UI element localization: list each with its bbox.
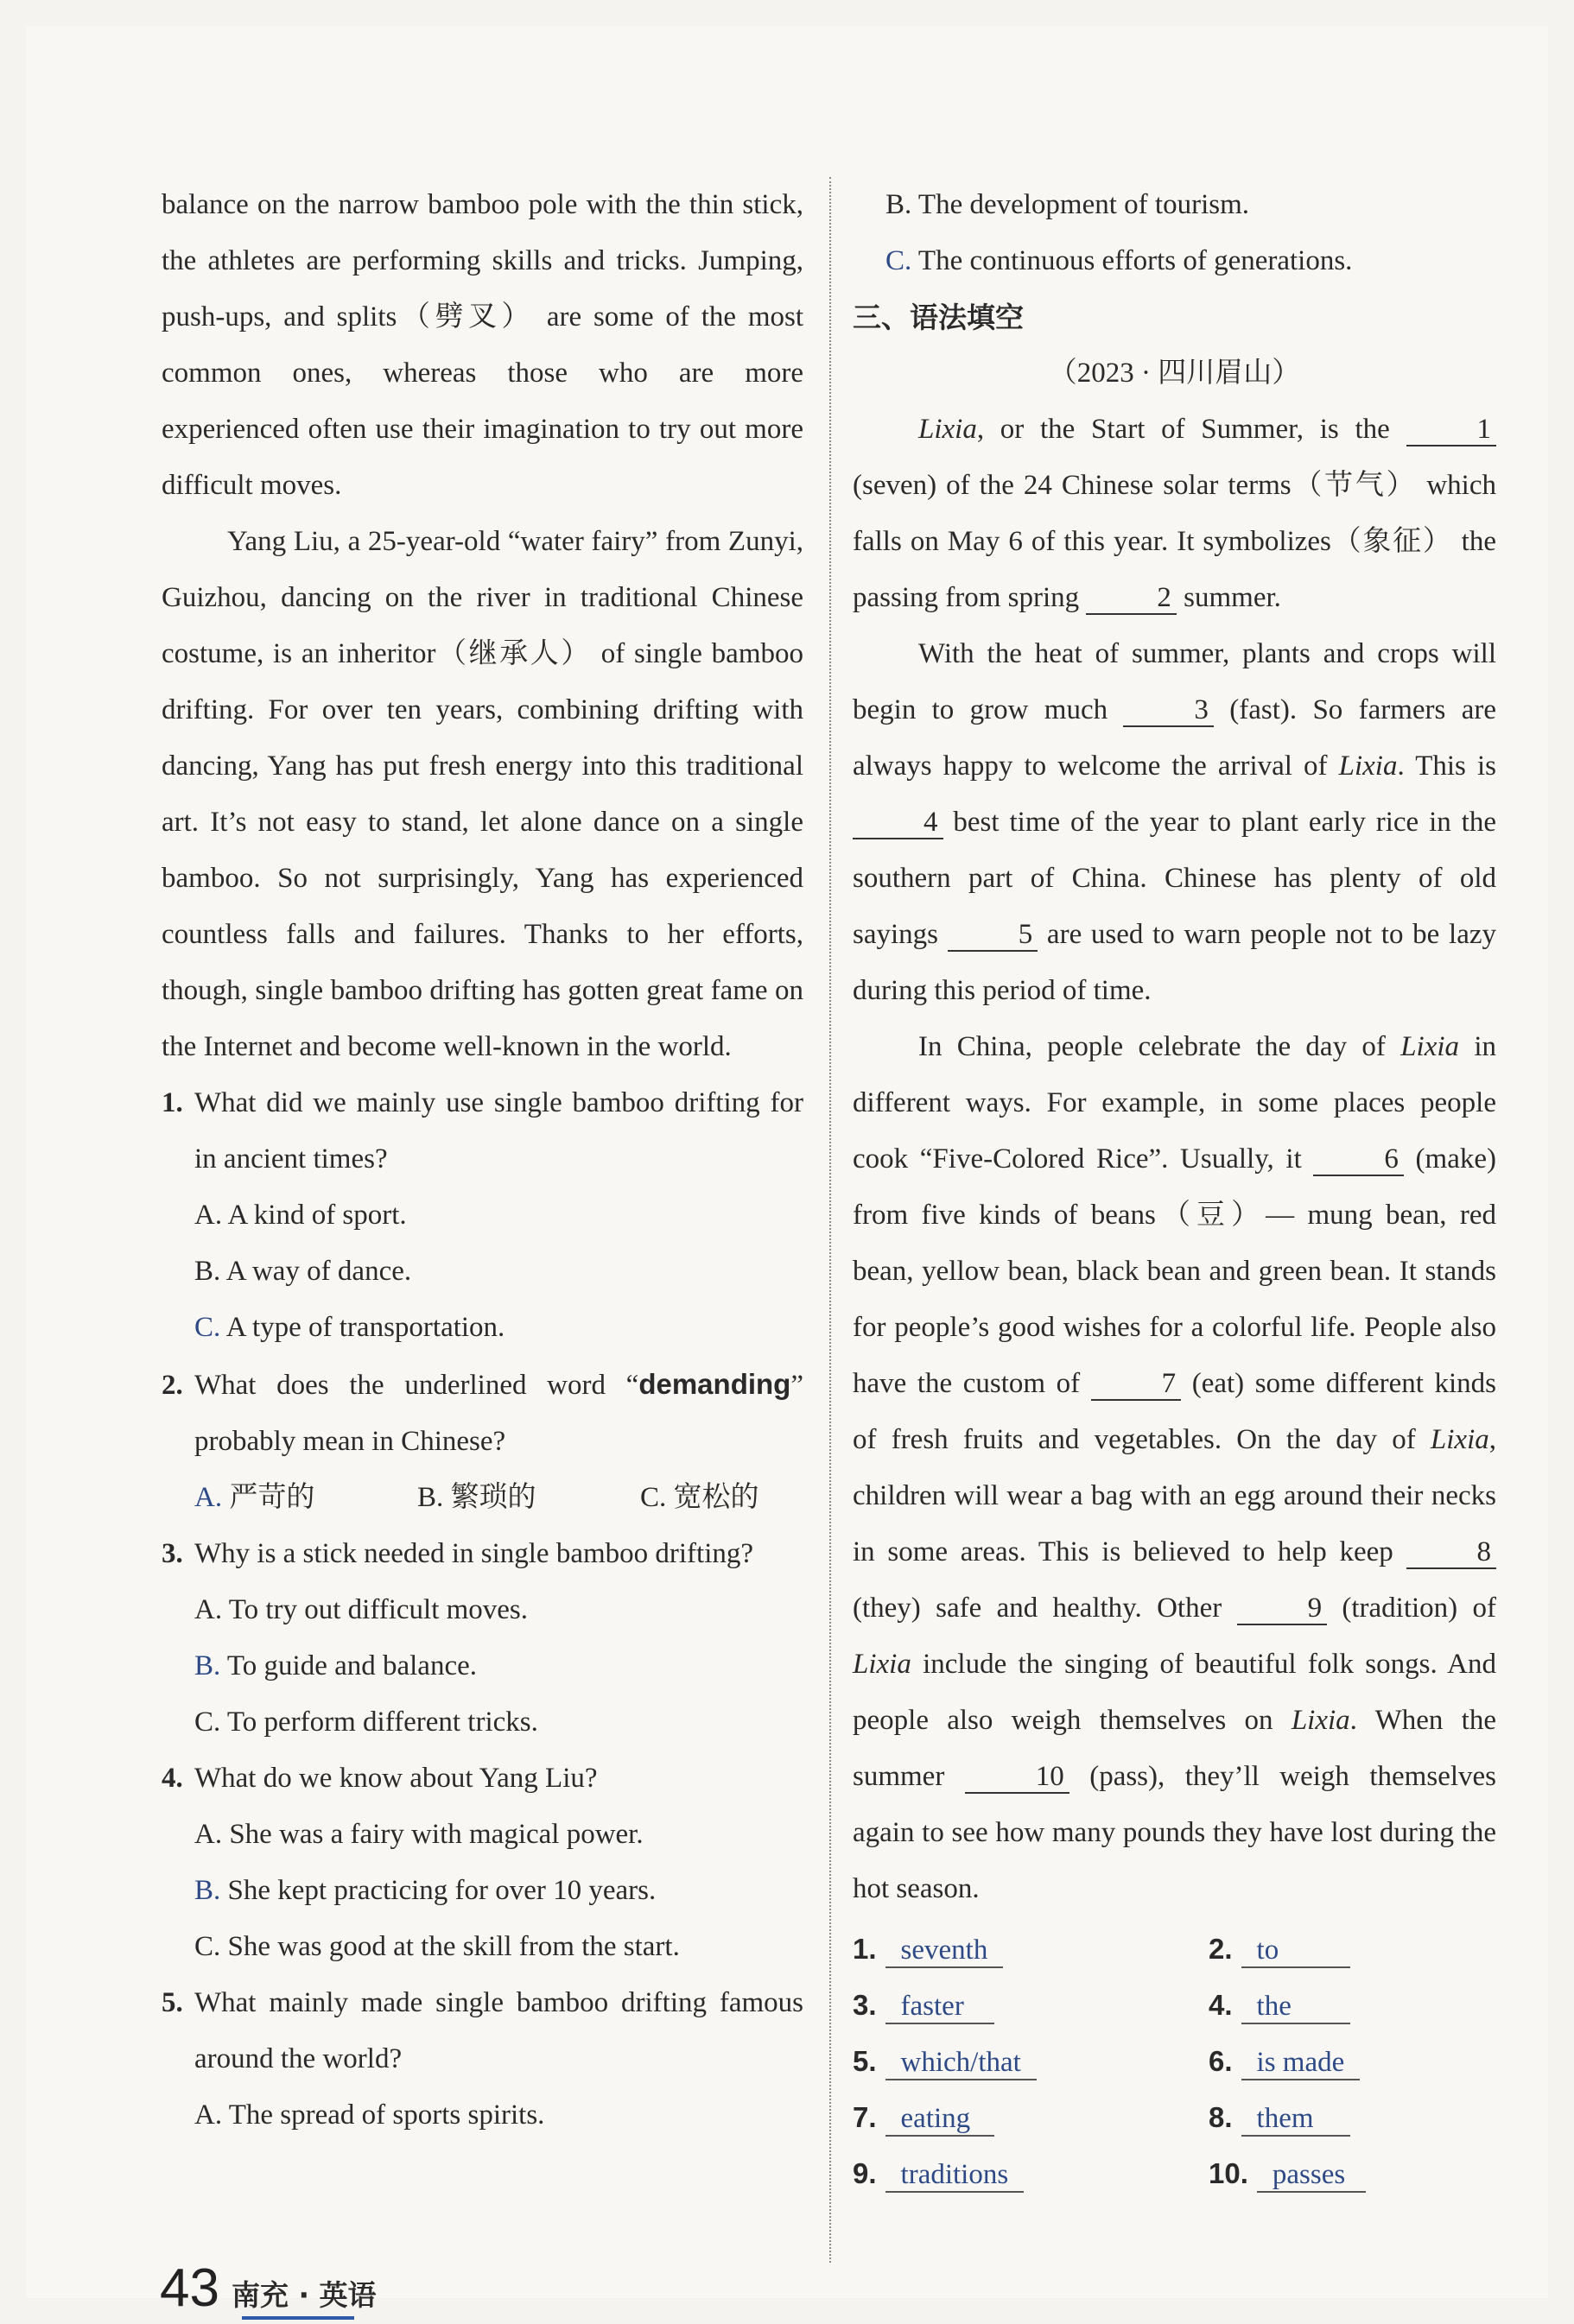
left-column bbox=[162, 177, 803, 2144]
answer-value: seventh bbox=[885, 1934, 1004, 1968]
answer-number: 5. bbox=[853, 2045, 877, 2077]
answer-number: 7. bbox=[853, 2101, 877, 2133]
blank-6: 6 bbox=[1313, 1143, 1404, 1176]
answer-mark: C. bbox=[885, 245, 912, 276]
passage-text: (fast). So farmers are always happy to welcome the arrival of bbox=[853, 694, 1496, 782]
question-text: What mainly made single bamboo drifting famous around the world? bbox=[194, 1987, 803, 2074]
passage-text: . When the summer bbox=[853, 1705, 1497, 1792]
paragraph-1: balance on the narrow bamboo pole with the thin stick, the athletes are performing skills and tricks. Jumping, push-ups, and splits（劈叉） are some of the most common ones, whereas those who are more experienced often use their imagination to try out more difficult moves. bbox=[162, 189, 803, 501]
answer-item bbox=[853, 1921, 1209, 1977]
answer-value: to bbox=[1241, 1934, 1350, 1968]
question-text-post: ” probably mean in Chinese? bbox=[194, 1370, 803, 1457]
option-b bbox=[162, 1638, 803, 1694]
option-b bbox=[162, 1863, 803, 1919]
answer-value: them bbox=[1241, 2102, 1350, 2137]
answer-value: traditions bbox=[885, 2158, 1025, 2193]
question-text: What did we mainly use single bamboo drifting for in ancient times? bbox=[194, 1087, 803, 1175]
blank-8: 8 bbox=[1406, 1536, 1497, 1569]
blank-10: 10 bbox=[965, 1761, 1069, 1794]
term-lixia: Lixia bbox=[1400, 1031, 1460, 1062]
answer-mark: C. bbox=[194, 1312, 221, 1343]
blank-7: 7 bbox=[1091, 1368, 1182, 1401]
term-lixia: Lixia bbox=[1291, 1705, 1350, 1736]
question-number: 4. bbox=[162, 1763, 183, 1794]
page-number: 43 bbox=[160, 2258, 219, 2318]
question-4 bbox=[162, 1751, 803, 1807]
source-label: （2023 · 四川眉山） bbox=[1048, 358, 1301, 389]
term-lixia: Lixia bbox=[1430, 1424, 1489, 1455]
blank-5: 5 bbox=[948, 919, 1038, 952]
answer-item bbox=[853, 2145, 1209, 2201]
footer-bar bbox=[242, 2316, 354, 2320]
option-text: To guide and balance. bbox=[220, 1650, 477, 1681]
answer-number: 6. bbox=[1209, 2045, 1233, 2077]
answer-item bbox=[853, 2089, 1209, 2145]
option-c: C. She was good at the skill from the start. bbox=[194, 1931, 680, 1962]
footer-title: 南充 · 英语 bbox=[231, 2278, 377, 2312]
blank-2: 2 bbox=[1086, 582, 1177, 615]
option-c: C. 宽松的 bbox=[640, 1482, 759, 1513]
answer-value: which/that bbox=[885, 2046, 1037, 2080]
question-text: What do we know about Yang Liu? bbox=[194, 1763, 598, 1794]
column-divider bbox=[829, 177, 831, 2263]
passage-text: summer. bbox=[1176, 582, 1281, 613]
option-a bbox=[194, 1470, 417, 1526]
passage-text: (they) safe and healthy. Other bbox=[853, 1593, 1237, 1624]
option-a: A. To try out difficult moves. bbox=[194, 1594, 529, 1625]
option-b: B. A way of dance. bbox=[194, 1256, 412, 1287]
option-c bbox=[162, 1300, 803, 1356]
option-a: A. She was a fairy with magical power. bbox=[194, 1819, 644, 1850]
answer-number: 2. bbox=[1209, 1933, 1233, 1965]
answer-value: is made bbox=[1241, 2046, 1361, 2080]
options-row bbox=[162, 1470, 803, 1526]
option-c bbox=[853, 233, 1496, 289]
passage-paragraph-2 bbox=[853, 626, 1496, 1019]
answer-item bbox=[853, 2033, 1209, 2089]
passage-text: are used to warn people not to be lazy during this period of time. bbox=[853, 919, 1496, 1006]
blank-3: 3 bbox=[1123, 694, 1214, 727]
answer-value: passes bbox=[1257, 2158, 1366, 2193]
answer-item bbox=[853, 1977, 1209, 2033]
option-b: B. The development of tourism. bbox=[885, 189, 1249, 220]
paragraph-2: Yang Liu, a 25-year-old “water fairy” from Zunyi, Guizhou, dancing on the river in traditional Chinese costume, is an inheritor（继承人） of single bamboo drifting. For over ten years, combining drifting with dancing, Yang has put fresh energy into this traditional art. It’s not easy to stand, let alone dance on a single bamboo. So not surprisingly, Yang has experienced countless falls and failures. Thanks to her efforts, though, single bamboo drifting has gotten great fame on the Internet and become well-known in the world. bbox=[162, 526, 803, 1062]
option-a: A. The spread of sports spirits. bbox=[194, 2099, 545, 2131]
answer-number: 8. bbox=[1209, 2101, 1233, 2133]
passage-text: (eat) some different kinds of fresh fruits and vegetables. On the day of bbox=[853, 1368, 1496, 1455]
answer-value: faster bbox=[885, 1990, 994, 2024]
term-lixia: Lixia bbox=[853, 1649, 911, 1680]
answer-item bbox=[1209, 2089, 1496, 2145]
passage-text: In China, people celebrate the day of bbox=[918, 1031, 1401, 1062]
question-3 bbox=[162, 1526, 803, 1582]
term-lixia: Lixia bbox=[1338, 750, 1398, 782]
blank-9: 9 bbox=[1237, 1593, 1328, 1625]
question-text-pre: What does the underlined word “ bbox=[194, 1370, 639, 1401]
passage-text: (make) from five kinds of beans（豆）— mung bean, red bean, yellow bean, black bean and green bean. It stands for people’s good wishes for a colorful life. People also have the custom of bbox=[853, 1143, 1496, 1399]
answer-number: 4. bbox=[1209, 1989, 1233, 2021]
underlined-word: demanding bbox=[638, 1368, 791, 1400]
answer-item bbox=[1209, 1921, 1496, 1977]
answer-mark: A. bbox=[194, 1482, 223, 1513]
page bbox=[26, 26, 1548, 2318]
passage-text: (tradition) of bbox=[1327, 1593, 1496, 1624]
option-c: C. To perform different tricks. bbox=[194, 1707, 538, 1738]
passage-text: , or the Start of Summer, is the bbox=[976, 414, 1406, 445]
right-column bbox=[853, 177, 1496, 2201]
passage-paragraph-3 bbox=[853, 1019, 1496, 1917]
page-footer bbox=[160, 2258, 377, 2318]
option-text: A type of transportation. bbox=[220, 1312, 505, 1343]
passage-text: , children will wear a bag with an egg around their necks in some areas. This is believed to help keep bbox=[853, 1424, 1496, 1567]
answer-mark: B. bbox=[194, 1650, 221, 1681]
answer-item bbox=[1209, 1977, 1496, 2033]
passage-text: best time of the year to plant early rice in the southern part of China. Chinese has plenty of old sayings bbox=[853, 807, 1496, 950]
option-b: B. 繁琐的 bbox=[417, 1482, 536, 1513]
question-5 bbox=[162, 1975, 803, 2087]
option-text: 严苛的 bbox=[222, 1482, 315, 1513]
question-number: 1. bbox=[162, 1087, 183, 1118]
question-2 bbox=[162, 1356, 803, 1470]
answer-number: 10. bbox=[1209, 2157, 1248, 2189]
option-text: The continuous efforts of generations. bbox=[911, 245, 1353, 276]
passage-paragraph-1 bbox=[853, 402, 1496, 626]
passage-text: include the singing of beautiful folk songs. And people also weigh themselves on bbox=[853, 1649, 1496, 1736]
question-1 bbox=[162, 1075, 803, 1187]
blank-1: 1 bbox=[1406, 414, 1497, 446]
answer-number: 1. bbox=[853, 1933, 877, 1965]
blank-4: 4 bbox=[853, 807, 943, 839]
option-a: A. A kind of sport. bbox=[194, 1200, 407, 1231]
answer-key bbox=[853, 1921, 1496, 2201]
section-heading: 三、语法填空 bbox=[853, 301, 1024, 334]
passage-text: (pass), they’ll weigh themselves again to see how many pounds they have lost during the hot season. bbox=[853, 1761, 1496, 1904]
term-lixia: Lixia bbox=[918, 414, 977, 445]
answer-value: eating bbox=[885, 2102, 994, 2137]
answer-mark: B. bbox=[194, 1875, 221, 1906]
answer-number: 9. bbox=[853, 2157, 877, 2189]
option-text: She kept practicing for over 10 years. bbox=[220, 1875, 657, 1906]
question-text: Why is a stick needed in single bamboo drifting? bbox=[194, 1538, 754, 1569]
passage-text: in different ways. For example, in some places people cook “Five-Colored Rice”. Usually, it bbox=[853, 1031, 1497, 1175]
answer-item bbox=[1209, 2033, 1496, 2089]
question-number: 2. bbox=[162, 1370, 183, 1401]
question-number: 3. bbox=[162, 1538, 183, 1569]
answer-number: 3. bbox=[853, 1989, 877, 2021]
question-number: 5. bbox=[162, 1987, 183, 2018]
passage-text: . This is bbox=[1397, 750, 1496, 782]
answer-item bbox=[1209, 2145, 1496, 2201]
passage-text: With the heat of summer, plants and crops will begin to grow much bbox=[853, 638, 1496, 725]
answer-value: the bbox=[1241, 1990, 1350, 2024]
passage-text: (seven) of the 24 Chinese solar terms（节气） which falls on May 6 of this year. It symbolizes（象征） the passing from spring bbox=[853, 470, 1496, 613]
